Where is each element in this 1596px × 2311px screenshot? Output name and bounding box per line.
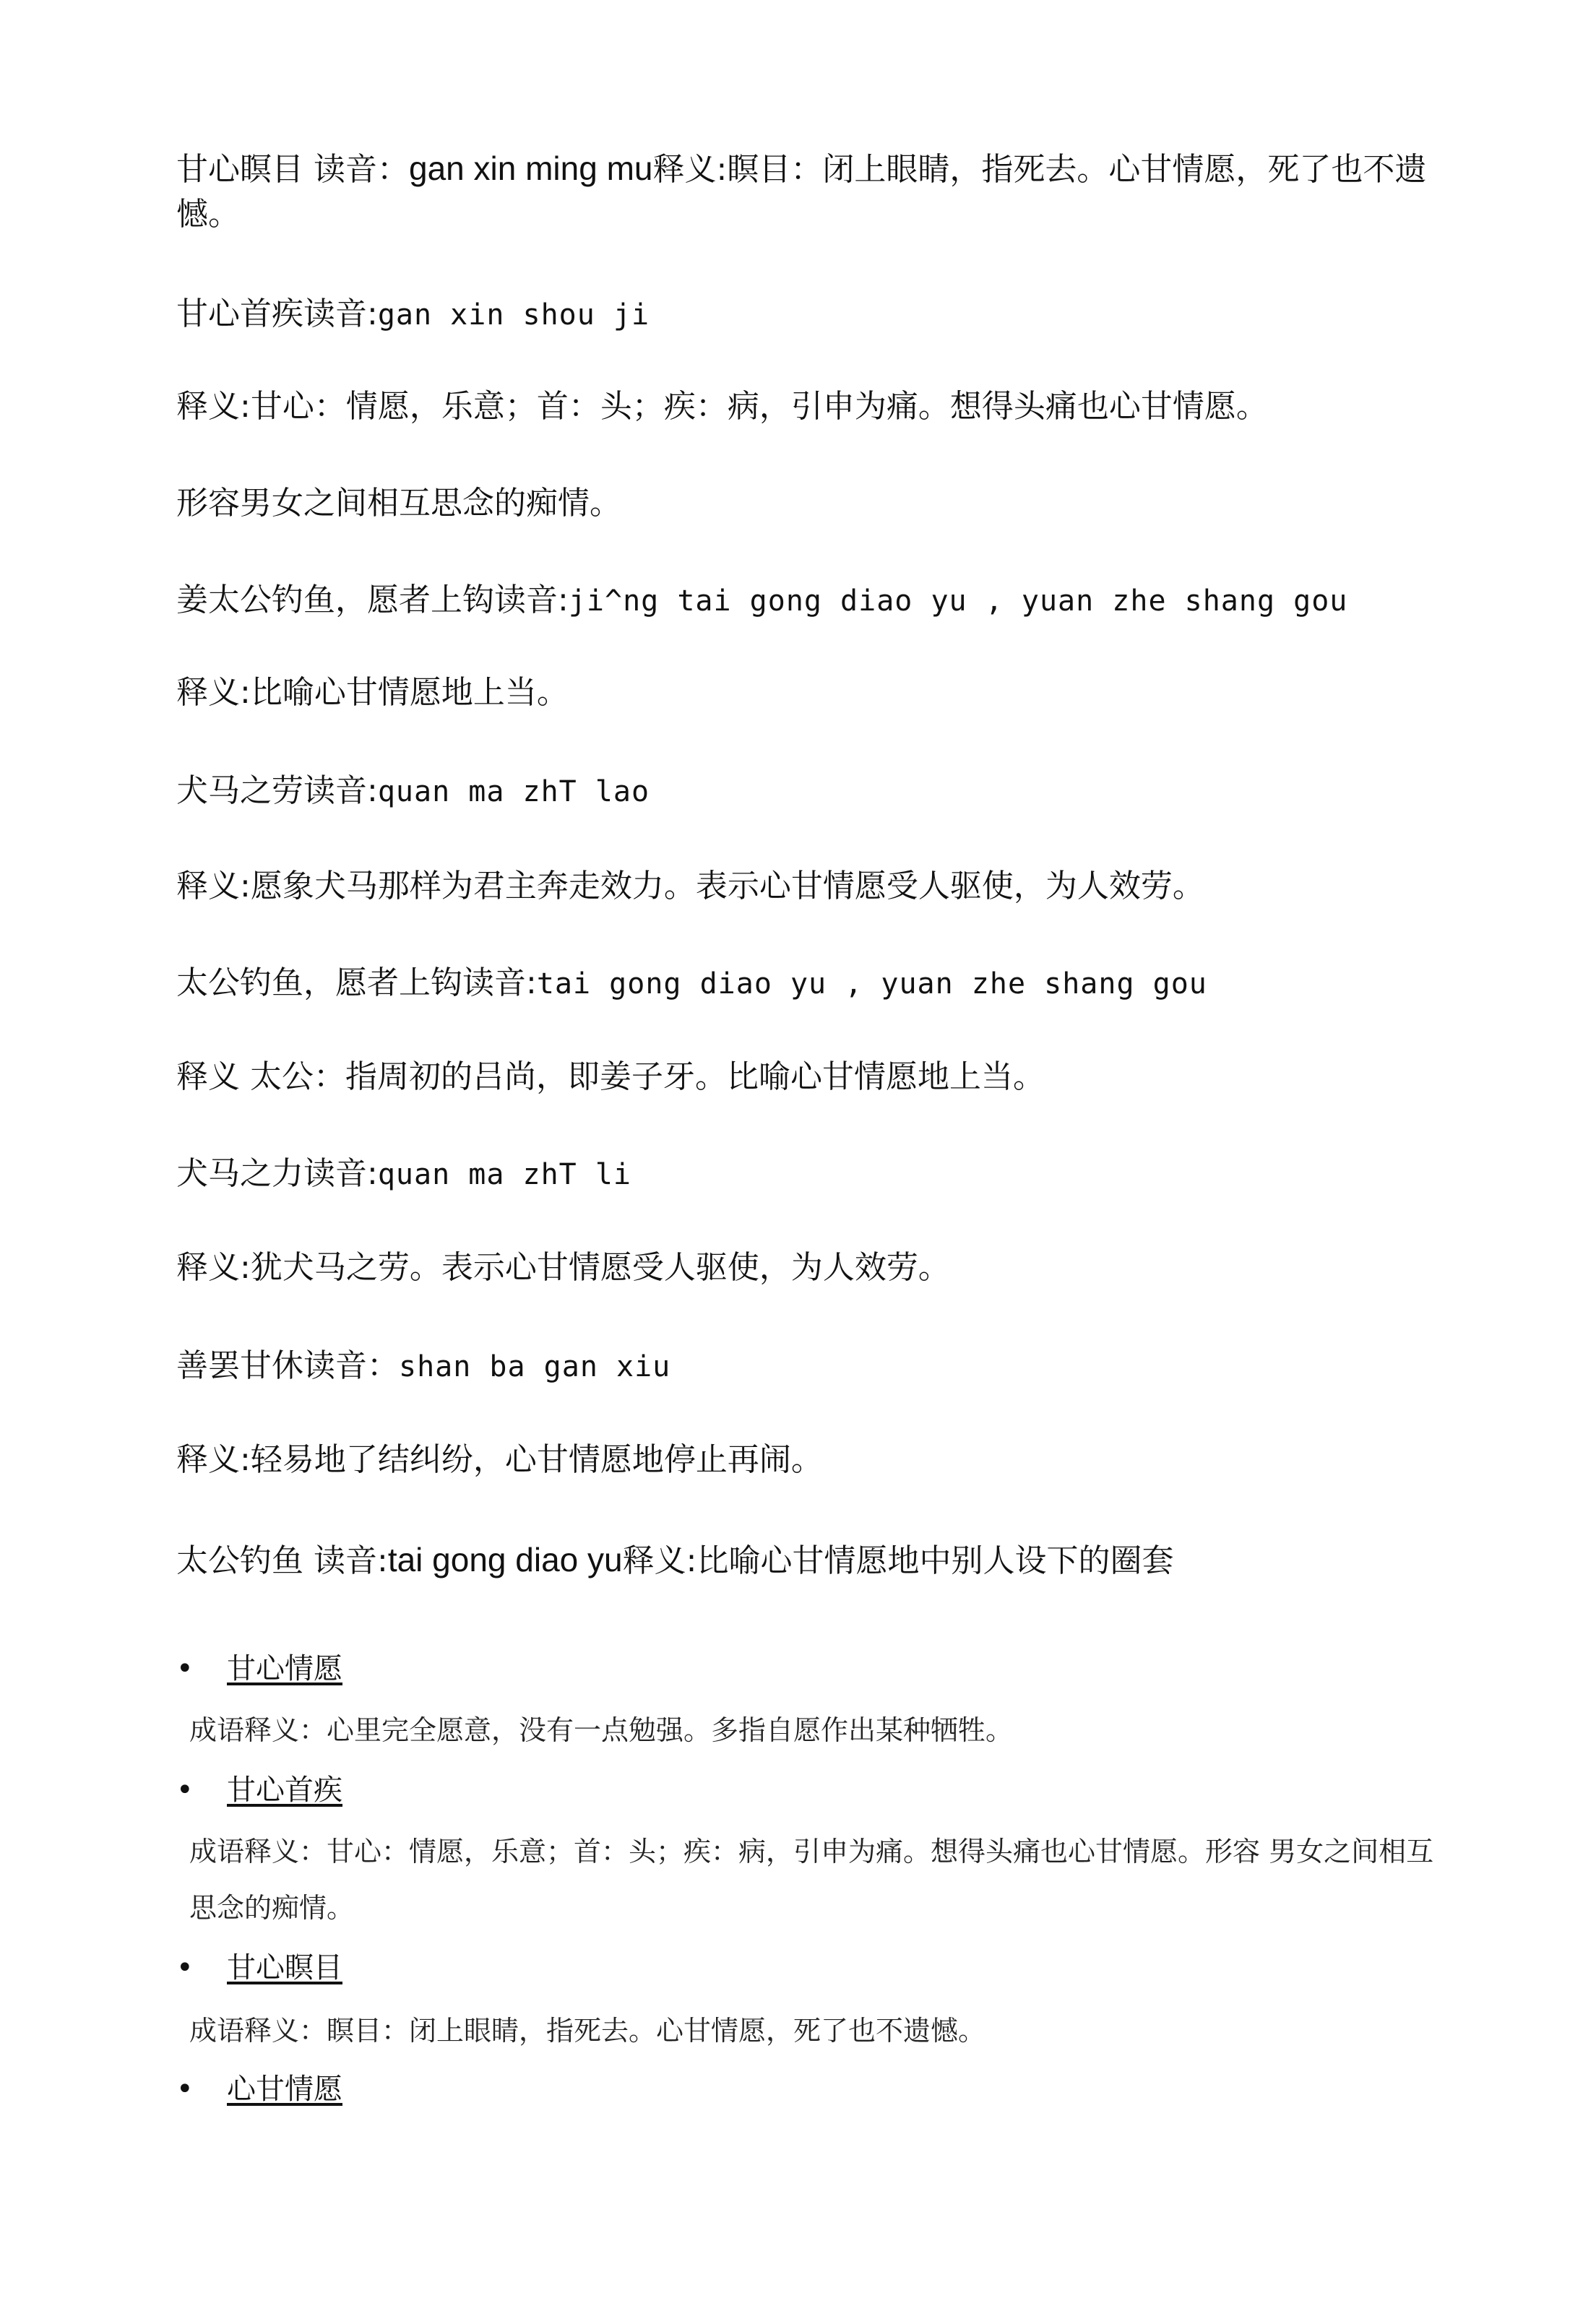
idiom-definition: 成语释义：心里完全愿意，没有一点勉强。多指自愿作出某种牺牲。 [189, 1714, 1014, 1746]
entry-definition-line: 释义 太公：指周初的吕尚，即姜子牙。比喻心甘情愿地上当。 [176, 1058, 1045, 1095]
bullet-icon: • [176, 2073, 194, 2106]
entry-pinyin: ji^ng tai gong diao yu , yuan zhe shang gou [568, 584, 1348, 618]
entry-tai-gong-yuan-zhe [176, 961, 1448, 1006]
entry-pinyin: quan ma zhT li [377, 1158, 631, 1191]
entry-quan-ma-zhi-li [176, 1152, 1448, 1197]
entry-definition-line: 释义:比喻心甘情愿地上当。 [176, 674, 569, 711]
entry-definition-line: 释义:犹犬马之劳。表示心甘情愿受人驱使，为人效劳。 [176, 1249, 950, 1286]
entry-pinyin: quan ma zhT lao [377, 775, 650, 808]
entry-pinyin: gan xin shou ji [377, 298, 650, 332]
entry-pinyin: tai gong diao yu [387, 1541, 623, 1578]
entry-lead: 太公钓鱼，愿者上钩读音: [176, 964, 537, 1001]
entry-lead: 犬马之力读音: [176, 1155, 378, 1192]
entry-lead: 太公钓鱼 读音: [176, 1542, 388, 1579]
entry-definition-line: 释义:愿象犬马那样为君主奔走效力。表示心甘情愿受人驱使，为人效劳。 [176, 868, 1204, 904]
entry-pinyin: gan xin ming mu [409, 150, 653, 187]
idiom-link-xin-gan-qing-yuan[interactable]: 心甘情愿 [227, 2073, 342, 2106]
entry-definition: 释义:比喻心甘情愿地中别人设下的圈套 [622, 1542, 1174, 1579]
entry-definition-line: 释义:甘心：情愿，乐意；首：头；疾：病，引申为痛。想得头痛也心甘情愿。 [176, 388, 1268, 425]
entry-lead: 善罢甘休读音： [176, 1347, 399, 1384]
entry-gan-xin-ming-mu [176, 146, 1448, 237]
idiom-list-item [176, 1649, 1448, 1689]
entry-pinyin: shan ba gan xiu [399, 1350, 671, 1383]
entry-pinyin: tai gong diao yu , yuan zhe shang gou [536, 967, 1207, 1001]
entry-lead: 姜太公钓鱼，愿者上钩读音: [176, 582, 569, 618]
entry-definition-line: 形容男女之间相互思念的痴情。 [176, 485, 621, 522]
idiom-list-item [176, 1770, 1448, 1810]
idiom-list-item [176, 1948, 1448, 1988]
bullet-icon: • [176, 1652, 194, 1685]
entry-quan-ma-zhi-lao [176, 769, 1448, 814]
bullet-icon: • [176, 1774, 194, 1807]
entry-definition-line: 释义:轻易地了结纠纷，心甘情愿地停止再闹。 [176, 1441, 823, 1478]
entry-shan-ba-gan-xiu [176, 1344, 1448, 1389]
entry-lead: 犬马之劳读音: [176, 772, 378, 809]
idiom-list-item [176, 2069, 1448, 2109]
entry-lead: 甘心瞑目 读音： [176, 151, 409, 188]
entry-definition: 释义:瞑目：闭上眼睛，指死去。心甘情愿，死了也不遗憾。 [176, 151, 1427, 233]
entry-gan-xin-shou-ji [176, 292, 1448, 337]
idiom-link-gan-xin-qing-yuan[interactable]: 甘心情愿 [227, 1652, 342, 1685]
idiom-link-gan-xin-ming-mu[interactable]: 甘心瞑目 [227, 1951, 342, 1984]
idiom-link-gan-xin-shou-ji[interactable]: 甘心首疾 [227, 1774, 342, 1807]
idiom-definition: 成语释义：瞑目：闭上眼睛，指死去。心甘情愿，死了也不遗憾。 [189, 2015, 986, 2047]
entry-lead: 甘心首疾读音: [176, 295, 378, 332]
idiom-definition: 成语释义：甘心：情愿，乐意；首：头；疾：病，引申为痛。想得头痛也心甘情愿。形容 男女之间相互思念的痴情。 [189, 1836, 1434, 1924]
bullet-icon: • [176, 1951, 194, 1984]
entry-tai-gong-diao-yu [176, 1537, 1448, 1584]
entry-jiang-tai-gong [176, 578, 1448, 623]
